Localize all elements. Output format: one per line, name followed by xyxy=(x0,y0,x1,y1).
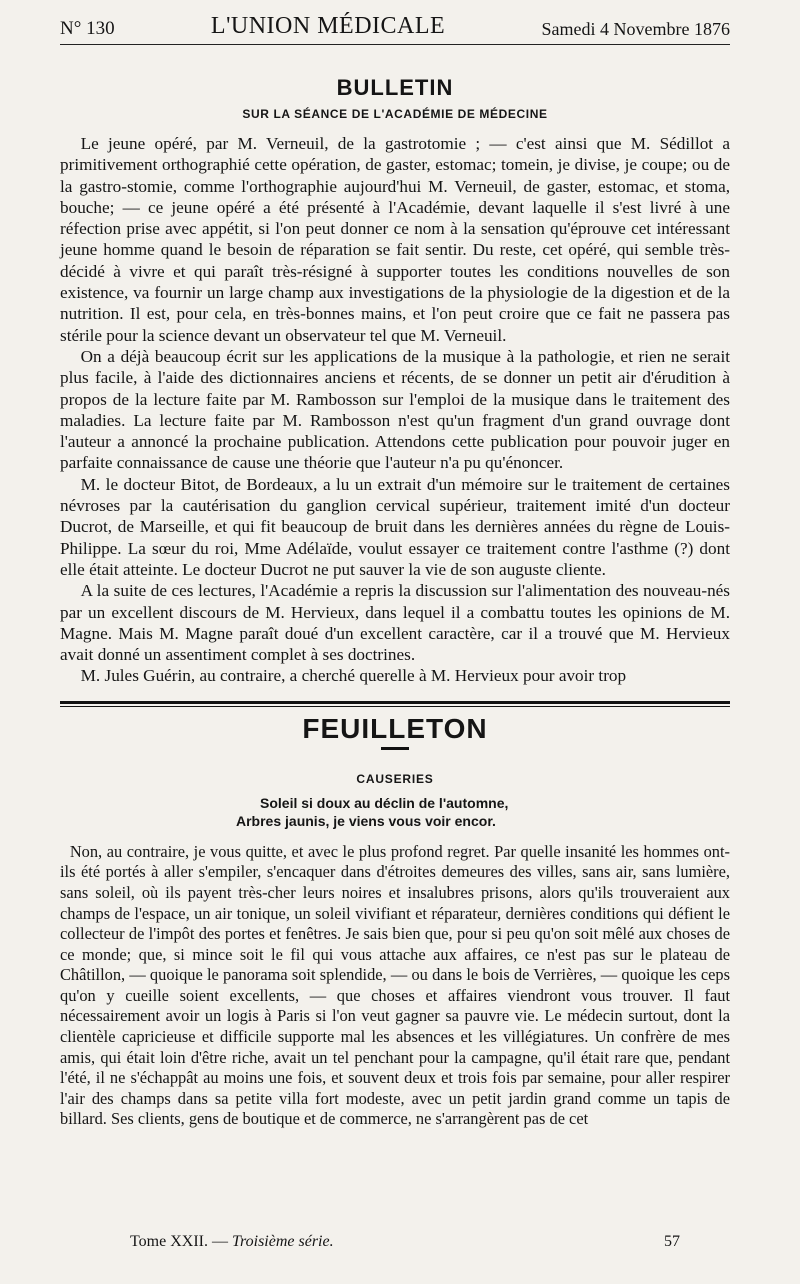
bulletin-paragraph: Le jeune opéré, par M. Verneuil, de la gastrotomie ; — c'est ainsi que M. Sédillot a primitivement orthographié cette opération, de gaster, estomac; tomein, je divise, je coupe; ou de la gastro-stomie, comme l'orthographie aujourd'hui M. Verneuil, de gaster, estomac, et stoma, bouche; — ce jeune opéré a été présenté à l'Académie, devant laquelle il s'est livré à une réfection prise avec appétit, si l'on peut donner ce nom à la sensation qu'éprouve cet intéressant jeune homme quand le besoin de réparation se fait sentir. Du reste, cet opéré, qui semble très-décidé à vivre et qui paraît très-résigné à supporter toutes les conditions nouvelles de son existence, va fournir un large champ aux investigations de la physiologie de la digestion et de la nutrition. Il est, pour cela, en très-bonnes mains, et l'on peut croire que ce fait ne passera pas stérile pour la science devant un observateur tel que M. Verneuil. xyxy=(60,134,730,345)
bulletin-title: BULLETIN xyxy=(336,75,454,100)
volume-info xyxy=(130,1233,334,1251)
bulletin-subtitle: SUR LA SÉANCE DE L'ACADÉMIE DE MÉDECINE xyxy=(242,107,548,121)
newspaper-title: L'UNION MÉDICALE xyxy=(210,13,446,39)
bulletin-paragraph: M. le docteur Bitot, de Bordeaux, a lu un extrait d'un mémoire sur le traitement de certaines névroses par la cautérisation du ganglion cervical supérieur, traitement imité d'un docteur Ducrot, de Marseille, et qui fit beaucoup de bruit dans les dernières années du règne de Louis-Philippe. La sœur du roi, Mme Adélaïde, voulut essayer ce traitement contre l'asthme (?) dont elle était atteinte. Le docteur Ducrot ne put sauver la vie de son auguste cliente. xyxy=(60,474,730,579)
series: Troisième série. xyxy=(231,1233,334,1250)
feuilleton-body xyxy=(60,842,730,1130)
footer-separator: — xyxy=(211,1233,228,1250)
bulletin-paragraph: A la suite de ces lectures, l'Académie a repris la discussion sur l'alimentation des nouveau-nés par un excellent discours de M. Hervieux, dans lequel il a combattu toutes les opinions de M. Magne. Mais M. Magne paraît doué d'un excellent caractère, car il a trouvé que M. Hervieux avait donné un assentiment complet à ses doctrines. xyxy=(60,581,730,665)
page-number: 57 xyxy=(664,1233,680,1250)
section-divider xyxy=(60,701,730,707)
page-footer xyxy=(130,1233,680,1251)
volume: Tome XXII. xyxy=(130,1233,208,1250)
feuilleton-title: FEUILLETON xyxy=(302,712,488,744)
epigraph-line: Soleil si doux au déclin de l'automne, xyxy=(260,794,509,811)
epigraph-line: Arbres jaunis, je viens vous voir encor. xyxy=(236,812,496,829)
bulletin-paragraph: On a déjà beaucoup écrit sur les applications de la musique à la pathologie, et rien ne serait plus facile, à l'aide des dictionnaires anciens et récents, de se donner un petit air d'érudition à propos de la lecture faite par M. Rambosson sur l'emploi de la musique dans le traitement des maladies. La lecture faite par M. Rambosson n'est qu'un fragment d'un grand ouvrage dont l'auteur a annoncé la prochaine publication. Attendons cette publication pour pouvoir juger en parfaite connaissance de cause une théorie que l'auteur n'a pu qu'énoncer. xyxy=(60,346,730,473)
epigraph xyxy=(236,794,730,830)
bulletin-body xyxy=(60,133,730,687)
bulletin-paragraph: M. Jules Guérin, au contraire, a cherché querelle à M. Hervieux pour avoir trop xyxy=(80,666,627,686)
issue-number: N° 130 xyxy=(60,18,115,39)
title-underline xyxy=(381,747,409,750)
issue-date: Samedi 4 Novembre 1876 xyxy=(541,19,730,39)
feuilleton-section: CAUSERIES xyxy=(356,771,434,786)
masthead xyxy=(60,8,730,45)
feuilleton-paragraph: Non, au contraire, je vous quitte, et avec le plus profond regret. Par quelle insanité les hommes ont-ils été portés à aller s'empiler, s'encaquer dans d'étroites demeures des villes, sans air, sans lumière, sans soleil, où ils payent très-cher leurs noires et insalubres prisons, alors qu'ils trouveraient aux champs de l'espace, un air tonique, un soleil vivifiant et réparateur, dernières conditions qui défient le collecteur de l'impôt des portes et fenêtres. Je sais bien que, pour si peu qu'on soit mêlé aux choses de ce monde; que, si mince soit le fil qui vous attache aux affaires, ce n'est pas sur le plateau de Châtillon, — quoique le panorama soit splendide, — ou dans le bois de Verrières, — quoique les ceps qu'on y cueille soient excellents, — que choses et affaires viendront vous trouver. Il faut nécessairement avoir un logis à Paris si l'on veut gagner sa pauvre vie. Le médecin surtout, dont la clientèle capricieuse et difficile supporte mal les absences et les villégiatures. Un confrère de mes amis, qui était loin d'être riche, avait un tel penchant pour la campagne, qu'il était rare que, pendant l'été, il ne s'échappât au moins une fois, et souvent deux et trois fois par semaine, pour aller respirer l'air des champs dans sa petite villa fort modeste, avec un petit jardin grand comme un tapis de billard. Ses clients, gens de boutique et de commerce, ne s'arrangèrent pas de cet xyxy=(60,841,730,1129)
